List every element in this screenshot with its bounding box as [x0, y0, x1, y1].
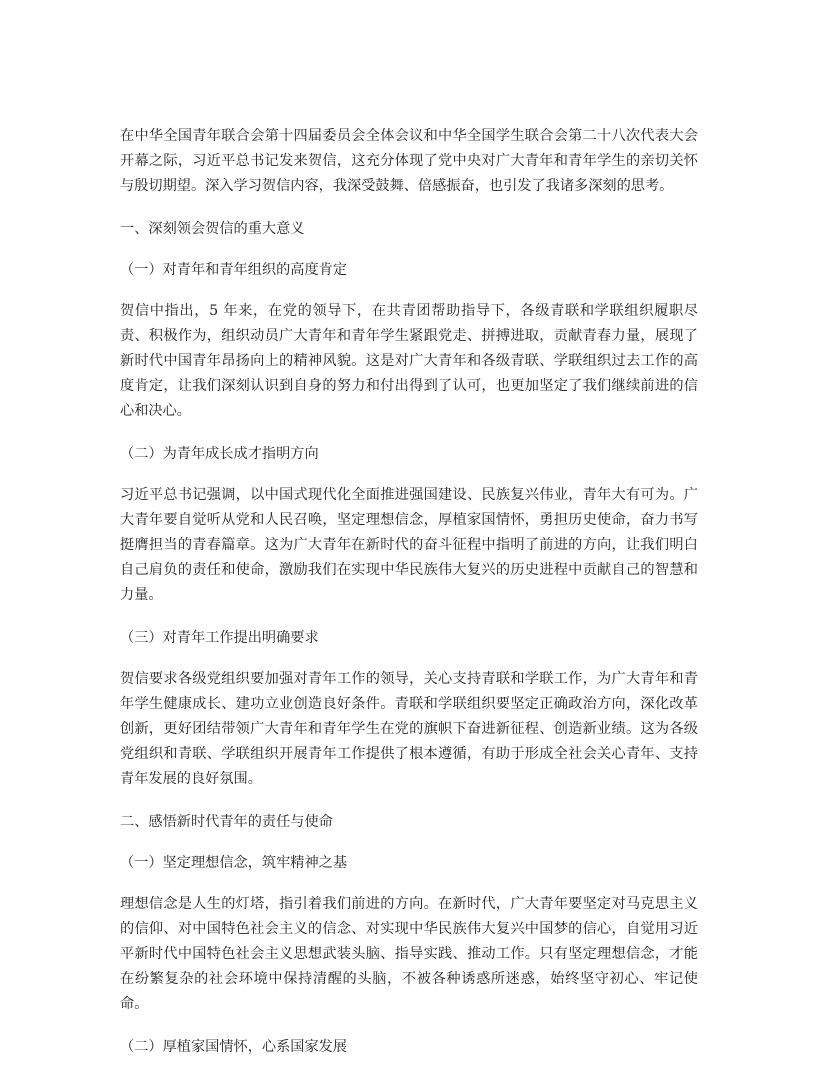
document-page: [120, 124, 698, 1076]
section-1-sub-2-heading: （二）为青年成长成才指明方向: [120, 446, 319, 462]
section-1-sub-2-body: 习近平总书记强调，以中国式现代化全面推进强国建设、民族复兴伟业，青年大有可为。广大青年要自觉听从党和人民召唤，坚定理想信念，厚植家国情怀，勇担历史使命，奋力书写挺膺担当的青春篇章。这为广大青年在新时代的奋斗征程中指明了前进的方向，让我们明白自己肩负的责任和使命，激励我们在实现中华民族伟大复兴的历史进程中贡献自己的智慧和力量。: [120, 487, 698, 603]
section-1-heading: 一、深刻领会贺信的重大意义: [120, 221, 305, 237]
section-2-sub-2-heading: （二）厚植家国情怀，心系国家发展: [120, 1039, 348, 1055]
section-1-sub-1-body: 贺信中指出，5 年来，在党的领导下，在共青团帮助指导下，各级青联和学联组织履职尽责、积极作为，组织动员广大青年和青年学生紧跟党走、拼搏进取，贡献青春力量，展现了新时代中国青年昂扬向上的精神风貌。这是对广大青年和各级青联、学联组织过去工作的高度肯定，让我们深刻认识到自身的努力和付出得到了认可，也更加坚定了我们继续前进的信心和决心。: [120, 303, 698, 419]
section-1-sub-3-body: 贺信要求各级党组织要加强对青年工作的领导，关心支持青联和学联工作，为广大青年和青年学生健康成长、建功立业创造良好条件。青联和学联组织要坚定正确政治方向，深化改革创新，更好团结带领广大青年和青年学生在党的旗帜下奋进新征程、创造新业绩。这为各级党组织和青联、学联组织开展青年工作提供了根本遵循，有助于形成全社会关心青年、支持青年发展的良好氛围。: [120, 671, 698, 787]
section-2-sub-1-body: 理想信念是人生的灯塔，指引着我们前进的方向。在新时代，广大青年要坚定对马克思主义的信仰、对中国特色社会主义的信念、对实现中华民族伟大复兴中国梦的信心，自觉用习近平新时代中国特色社会主义思想武装头脑、指导实践、推动工作。只有坚定理想信念，才能在纷繁复杂的社会环境中保持清醒的头脑，不被各种诱惑所迷惑，始终坚守初心、牢记使命。: [120, 896, 698, 1012]
section-1-sub-3-heading: （三）对青年工作提出明确要求: [120, 630, 319, 646]
intro-paragraph: 在中华全国青年联合会第十四届委员会全体会议和中华全国学生联合会第二十八次代表大会开幕之际，习近平总书记发来贺信，这充分体现了党中央对广大青年和青年学生的亲切关怀与殷切期望。深入学习贺信内容，我深受鼓舞、倍感振奋，也引发了我诸多深刻的思考。: [120, 128, 698, 194]
section-1-sub-1-heading: （一）对青年和青年组织的高度肯定: [120, 262, 348, 278]
section-2-heading: 二、感悟新时代青年的责任与使命: [120, 814, 333, 830]
section-2-sub-1-heading: （一）坚定理想信念，筑牢精神之基: [120, 855, 348, 871]
